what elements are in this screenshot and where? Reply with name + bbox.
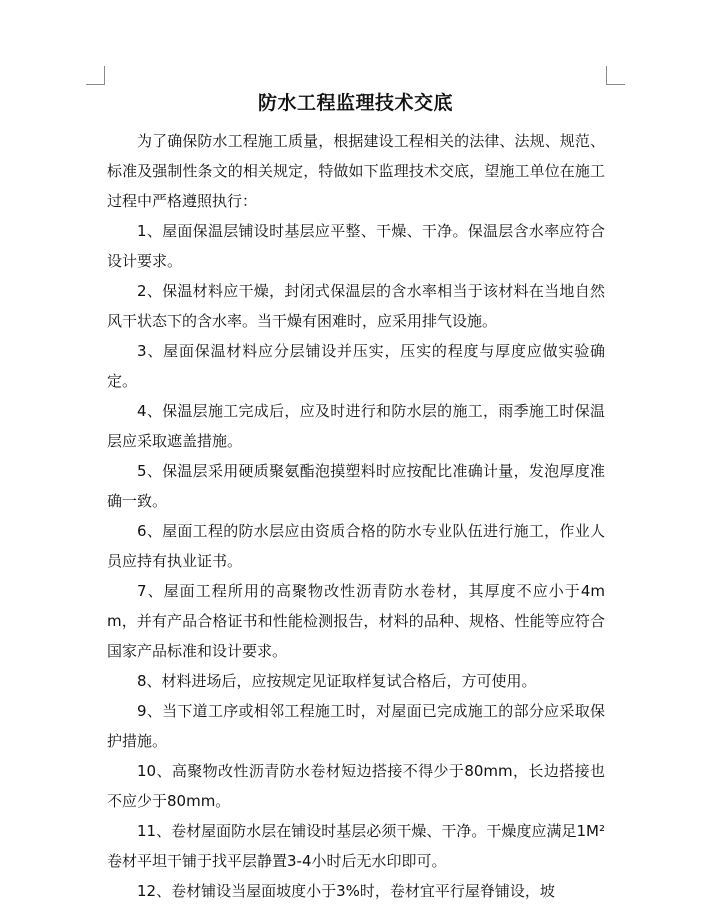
clause-2: 2、保温材料应干燥，封闭式保温层的含水率相当于该材料在当地自然风干状态下的含水率。当干燥有困难时，应采用排气设施。 xyxy=(107,282,605,330)
clause-8: 8、材料进场后，应按规定见证取样复试合格后，方可使用。 xyxy=(137,672,537,690)
document-title: 防水工程监理技术交底 xyxy=(257,92,453,114)
clause-12: 12、卷材铺设当屋面坡度小于3%时，卷材宜平行屋脊铺设，坡 xyxy=(137,882,555,900)
clause-7: 7、屋面工程所用的高聚物改性沥青防水卷材，其厚度不应小于4mm，并有产品合格证书和性能检测报告，材料的品种、规格、性能等应符合国家产品标准和设计要求。 xyxy=(107,582,605,660)
clause-1: 1、屋面保温层铺设时基层应平整、干燥、干净。保温层含水率应符合设计要求。 xyxy=(107,222,605,270)
clause-11: 11、卷材屋面防水层在铺设时基层必须干燥、干净。干燥度应满足1M²卷材平坦干铺于找平层静置3-4小时后无水印即可。 xyxy=(107,822,605,870)
intro-paragraph: 为了确保防水工程施工质量，根据建设工程相关的法律、法规、规范、标准及强制性条文的相关规定，特做如下监理技术交底，望施工单位在施工过程中严格遵照执行： xyxy=(107,132,605,210)
clause-10: 10、高聚物改性沥青防水卷材短边搭接不得少于80mm，长边搭接也不应少于80mm。 xyxy=(107,762,605,810)
clause-6: 6、屋面工程的防水层应由资质合格的防水专业队伍进行施工，作业人员应持有执业证书。 xyxy=(107,522,605,570)
clause-5: 5、保温层采用硬质聚氨酯泡摸塑料时应按配比准确计量，发泡厚度准确一致。 xyxy=(107,462,605,510)
clause-9: 9、当下道工序或相邻工程施工时，对屋面已完成施工的部分应采取保护措施。 xyxy=(107,702,605,750)
document-body xyxy=(107,126,605,906)
margin-corner-mark-left xyxy=(86,66,105,85)
clause-3: 3、屋面保温材料应分层铺设并压实，压实的程度与厚度应做实验确定。 xyxy=(107,342,605,390)
clause-4: 4、保温层施工完成后，应及时进行和防水层的施工，雨季施工时保温层应采取遮盖措施。 xyxy=(107,402,605,450)
margin-corner-mark-right xyxy=(606,66,625,85)
